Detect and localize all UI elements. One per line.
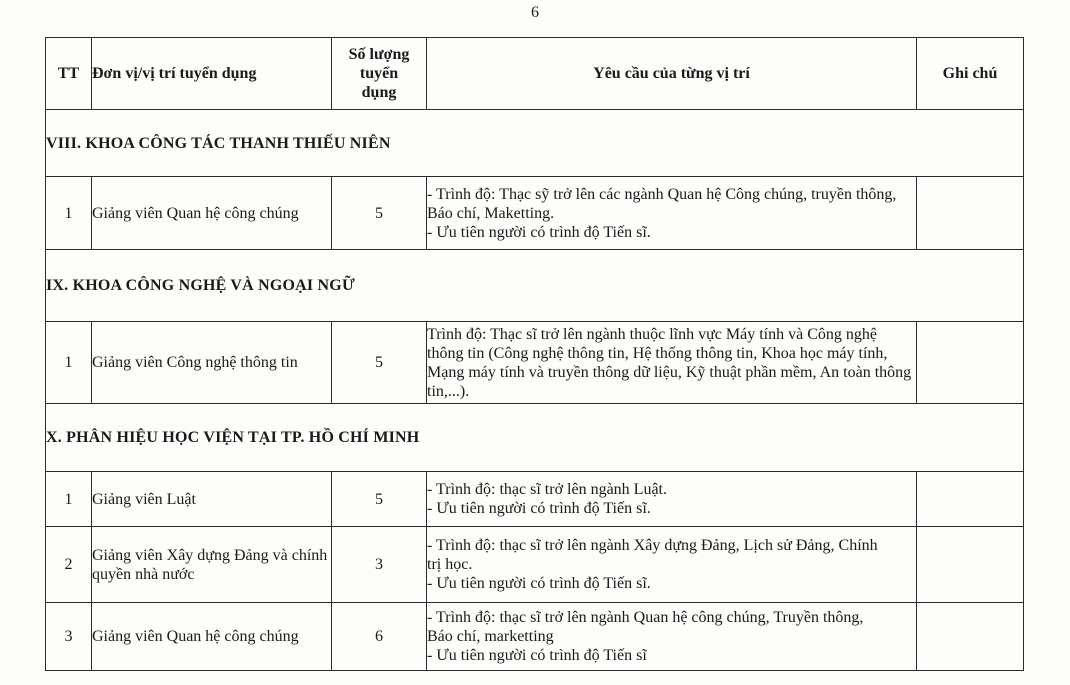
table-header-row (46, 38, 1024, 110)
requirement-line: trị học. (427, 556, 473, 573)
row-position: Giảng viên Công nghệ thông tin (92, 322, 332, 404)
row-requirements (427, 322, 917, 404)
requirement-line: Báo chí, marketting (427, 628, 554, 645)
requirement-line: - Ưu tiên người có trình độ Tiến sĩ. (427, 575, 651, 592)
row-position: Giảng viên Quan hệ công chúng (92, 603, 332, 671)
page-number: 6 (531, 4, 539, 21)
requirement-line: tin,...). (427, 382, 470, 400)
table-row (46, 527, 1024, 603)
requirement-line: - Trình độ: Thạc sỹ trở lên các ngành Quan hệ Công chúng, truyền thông, (427, 185, 897, 203)
header-quantity-line: dụng (361, 84, 397, 101)
row-note (917, 472, 1024, 527)
row-note (917, 527, 1024, 603)
row-note (917, 603, 1024, 671)
requirement-line: - Trình độ: thạc sĩ trở lên ngành Xây dựng Đảng, Lịch sử Đảng, Chính (427, 537, 878, 554)
row-quantity: 5 (332, 322, 427, 404)
requirement-line: - Trình độ: thạc sĩ trở lên ngành Quan hệ công chúng, Truyền thông, (427, 609, 864, 626)
row-position: Giảng viên Quan hệ công chúng (92, 177, 332, 250)
row-requirements (427, 177, 917, 250)
requirement-line: - Ưu tiên người có trình độ Tiến sĩ. (427, 500, 651, 517)
table-row (46, 322, 1024, 404)
row-quantity: 5 (332, 177, 427, 250)
section-row (46, 250, 1024, 322)
row-requirements (427, 527, 917, 603)
header-notes: Ghi chú (917, 38, 1024, 110)
table-row (46, 472, 1024, 527)
table-row (46, 177, 1024, 250)
row-tt: 1 (46, 322, 92, 404)
requirement-line: Mạng máy tính và truyền thông dữ liệu, Kỹ thuật phần mềm, An toàn thông (427, 363, 912, 381)
header-quantity-line: tuyển (359, 65, 399, 82)
row-requirements (427, 472, 917, 527)
requirement-line: Trình độ: Thạc sĩ trở lên ngành thuộc lĩnh vực Máy tính và Công nghệ (427, 325, 877, 343)
row-tt: 2 (46, 527, 92, 603)
row-position: Giảng viên Luật (92, 472, 332, 527)
row-quantity: 5 (332, 472, 427, 527)
requirement-line: thông tin (Công nghệ thông tin, Hệ thống thông tin, Khoa học máy tính, (427, 344, 888, 362)
section-row (46, 404, 1024, 472)
row-requirements (427, 603, 917, 671)
header-quantity (332, 38, 427, 110)
header-unit: Đơn vị/vị trí tuyển dụng (92, 38, 332, 110)
row-tt: 1 (46, 177, 92, 250)
row-tt: 3 (46, 603, 92, 671)
table-row (46, 603, 1024, 671)
recruitment-table (45, 37, 1024, 671)
row-note (917, 177, 1024, 250)
section-row (46, 110, 1024, 177)
header-requirements: Yêu cầu của từng vị trí (427, 38, 917, 110)
header-tt: TT (46, 38, 92, 110)
row-quantity: 3 (332, 527, 427, 603)
requirement-line: - Ưu tiên người có trình độ Tiến sĩ (427, 647, 647, 664)
requirement-line: - Trình độ: thạc sĩ trở lên ngành Luật. (427, 481, 667, 498)
row-position: Giảng viên Xây dựng Đảng và chính quyền nhà nước (92, 527, 332, 603)
header-quantity-line: Số lượng (348, 46, 410, 63)
row-quantity: 6 (332, 603, 427, 671)
requirement-line: - Ưu tiên người có trình độ Tiến sĩ. (427, 223, 651, 241)
section-title: X. PHÂN HIỆU HỌC VIỆN TẠI TP. HỒ CHÍ MINH (46, 404, 1024, 472)
section-title: IX. KHOA CÔNG NGHỆ VÀ NGOẠI NGỮ (46, 250, 1024, 322)
section-title: VIII. KHOA CÔNG TÁC THANH THIẾU NIÊN (46, 110, 1024, 177)
row-note (917, 322, 1024, 404)
requirement-line: Báo chí, Maketting. (427, 204, 555, 222)
row-tt: 1 (46, 472, 92, 527)
